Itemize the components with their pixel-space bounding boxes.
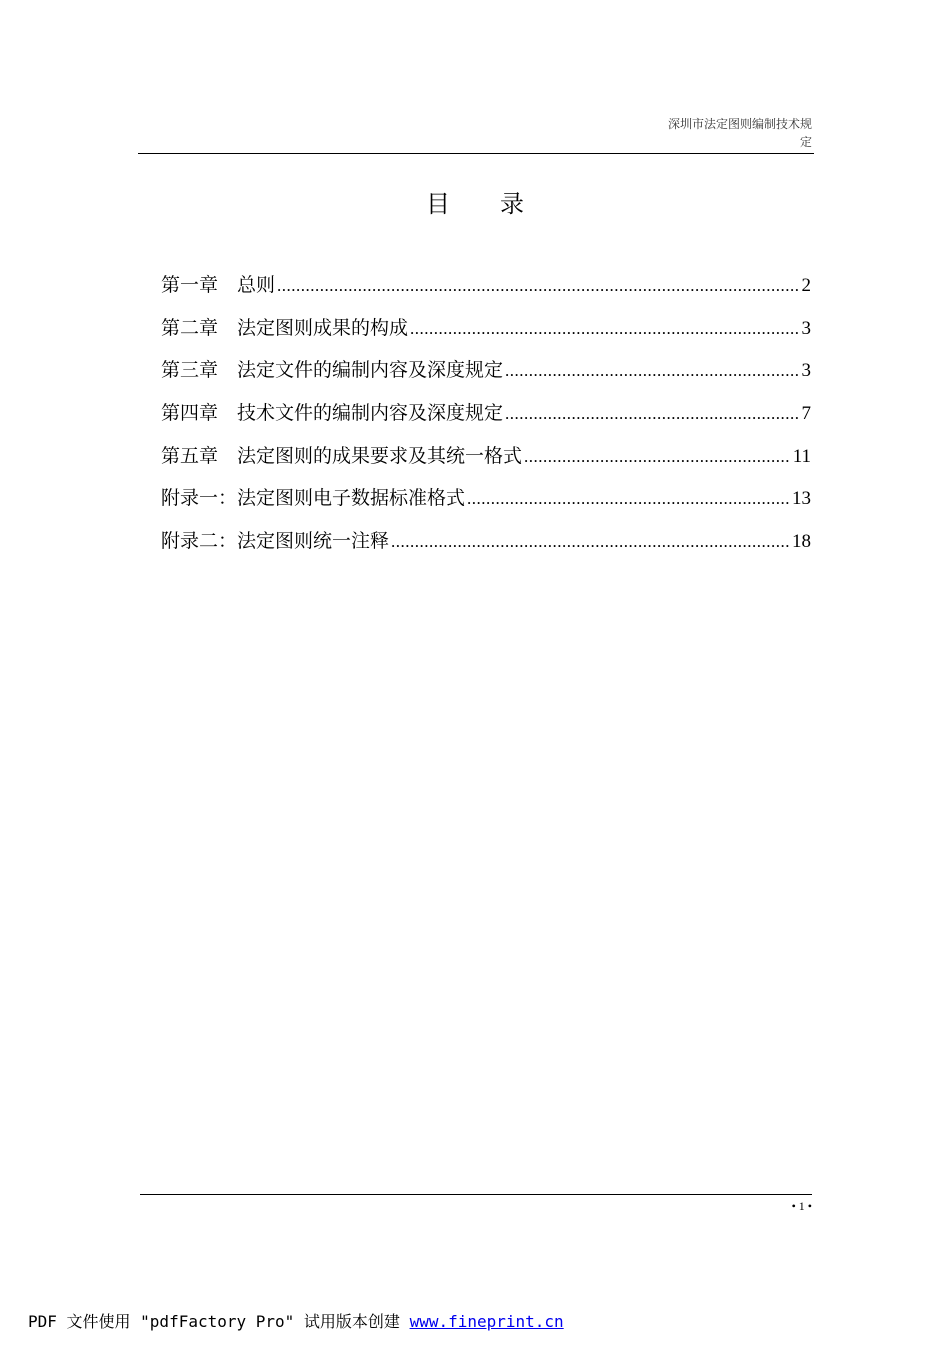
toc-entry[interactable] xyxy=(161,355,811,398)
footer-rule xyxy=(140,1194,812,1195)
toc-entry-label: 第一章 总则 xyxy=(161,274,276,296)
toc-entry[interactable] xyxy=(161,270,811,313)
watermark-text: PDF 文件使用 "pdfFactory Pro" 试用版本创建 xyxy=(28,1312,410,1331)
toc-page-number: 3 xyxy=(801,317,811,339)
toc-dot-leader xyxy=(505,361,799,381)
watermark-link[interactable]: www.fineprint.cn xyxy=(409,1312,564,1331)
toc-entry[interactable] xyxy=(161,313,811,356)
toc-page-number: 18 xyxy=(792,531,811,553)
toc-page-number: 2 xyxy=(801,275,811,296)
toc-entry[interactable] xyxy=(161,441,811,484)
page-number: • 1 • xyxy=(791,1199,812,1213)
toc-entry-label: 第三章 法定文件的编制内容及深度规定 xyxy=(161,359,504,382)
toc-dot-leader xyxy=(467,489,790,509)
toc-page-number: 7 xyxy=(801,403,811,425)
toc-dot-leader xyxy=(410,319,799,339)
toc-entry-label: 附录一：法定图则电子数据标准格式 xyxy=(161,487,466,510)
toc-title: 目录 xyxy=(426,190,574,218)
toc-dot-leader xyxy=(391,532,790,552)
running-header xyxy=(592,115,812,151)
toc-entry-label: 第五章 法定图则的成果要求及其统一格式 xyxy=(161,444,523,467)
toc-entry-label: 第四章 技术文件的编制内容及深度规定 xyxy=(161,402,504,425)
header-rule xyxy=(138,153,814,154)
toc-entry[interactable] xyxy=(161,526,811,569)
toc-page-number: 11 xyxy=(792,445,811,467)
running-header-line-2: 定 xyxy=(799,135,812,149)
toc-dot-leader xyxy=(524,447,791,467)
toc-dot-leader xyxy=(277,276,799,296)
toc-entry-label: 附录二：法定图则统一注释 xyxy=(161,530,390,553)
pdf-watermark xyxy=(28,1309,564,1332)
table-of-contents xyxy=(161,270,811,569)
toc-entry[interactable] xyxy=(161,483,811,526)
toc-entry-label: 第二章 法定图则成果的构成 xyxy=(161,316,409,339)
toc-dot-leader xyxy=(505,404,799,424)
toc-page-number: 13 xyxy=(792,488,811,510)
toc-page-number: 3 xyxy=(801,360,811,382)
running-header-line-1: 深圳市法定图则编制技术规 xyxy=(667,117,812,131)
toc-entry[interactable] xyxy=(161,398,811,441)
